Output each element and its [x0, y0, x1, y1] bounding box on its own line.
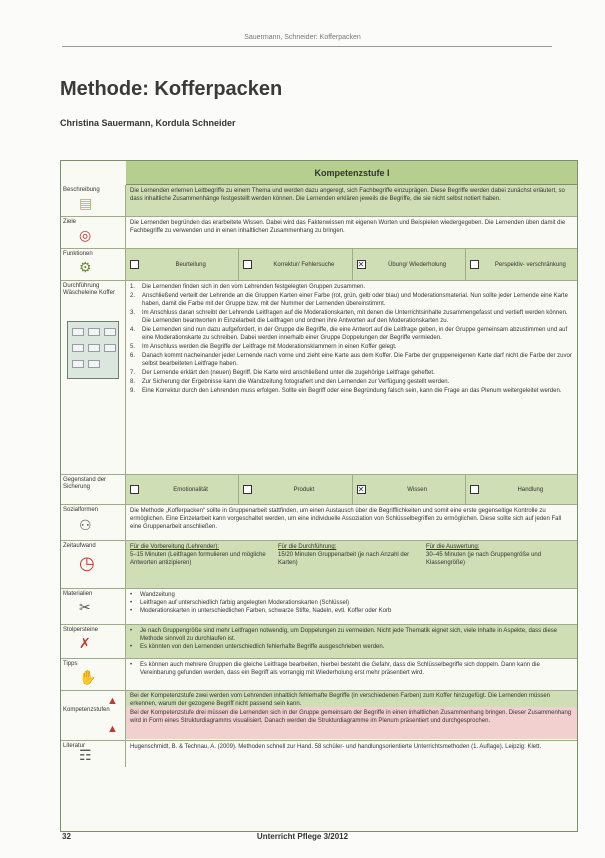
checkbox[interactable]	[470, 260, 479, 269]
row-label: Sozialformen	[63, 507, 99, 513]
target-icon: ◎	[79, 227, 92, 243]
list-item: • Wandzeitung	[130, 592, 175, 598]
subject-option[interactable]: Handlung	[465, 475, 578, 504]
row-tipps	[61, 659, 578, 691]
page-title: Methode: Kofferpacken	[60, 78, 283, 100]
level-up-icon: ▲	[107, 695, 118, 707]
list-item: 4. Die Lernenden sind nun dazu aufgefordert, in der Gruppe die Begriffe, die eine Antwort auf die Leitfrage geben, in der Gruppe gemeinsam abzustimmen und auf eine Moderationskarte zu schreiben. Dabei werden innerhalb einer Gruppe Doppelungen der Begriffe vermieden.	[130, 327, 568, 341]
list-item: 8. Zur Sicherung der Ergebnisse kann die Wandzeitung fotografiert und den Lernenden zur Verfügung gestellt werden.	[130, 379, 450, 385]
row-content	[126, 281, 578, 474]
row-kompetenzstufen	[61, 691, 578, 741]
row-beschreibung	[61, 185, 578, 217]
header-rule	[62, 46, 552, 47]
subject-option[interactable]: Emotionalität	[126, 475, 238, 504]
book-icon: ☶	[79, 747, 92, 763]
checkbox[interactable]: ✕	[357, 485, 365, 494]
document-icon: ▤	[79, 195, 93, 211]
subject-option[interactable]: ✕ Wissen	[352, 475, 465, 504]
list-item: • Leitfragen auf unterschiedlich farbig angelegten Moderationskarten (Schlüssel)	[130, 600, 350, 606]
function-option[interactable]: ✕ Übung/ Wiederholung	[352, 249, 465, 280]
row-ziele	[61, 217, 578, 249]
time-column: Für die Auswertung: 30–45 Minuten (je nach Gruppengröße und Klassengröße)	[426, 544, 542, 566]
row-label: Ziele	[63, 219, 77, 225]
time-column: Für die Durchführung: 15/20 Minuten Gruppenarbeit (je nach Anzahl der Karten)	[278, 544, 410, 566]
clock-icon: ◷	[79, 553, 95, 573]
time-column: Für die Vorbereitung (Lehrender): 5–15 Minuten (Leitfragen formulieren und mögliche Antworten antizipieren)	[130, 544, 266, 566]
row-durchfuehrung	[61, 281, 578, 475]
gears-icon: ⚙	[79, 259, 92, 275]
row-stolpersteine	[61, 625, 578, 659]
subject-option[interactable]: Produkt	[238, 475, 351, 504]
row-materialien	[61, 589, 578, 625]
list-item: 5. Im Anschluss werden die Begriffe der Leitfrage mit Moderationsklammern in einen Koffer gelegt.	[130, 344, 397, 350]
row-label: Tipps	[63, 661, 78, 667]
level-top-icon: ▲	[107, 723, 118, 735]
authors: Christina Sauermann, Kordula Schneider	[60, 118, 236, 128]
list-item: • Moderationskarten in unterschiedlichen Farben, schwarze Stifte, Nadeln, evtl. Koffer oder Korb	[130, 608, 392, 614]
row-label: Beschreibung	[63, 187, 100, 193]
competence-level-2: Bei der Kompetenzstufe zwei werden vom Lehrenden inhaltlich fehlerhafte Begriffe (in verschiedenen Farben) zum Koffer hinzugefügt. Die Lernenden müssen erkennen, warum der gezogene Begriff nicht passend sein kann.	[126, 691, 578, 707]
row-content: Die Methode „Kofferpacken“ sollte in Gruppenarbeit stattfinden, um einen Austausch über die Begrifflichkeiten und somit eine erste gegenseitige Kontrolle zu ermöglichen. Eine Einzelarbeit kann vorgeschaltet werden, um eine individuelle Assoziation von Schlüsselbegriffen zu ermöglichen. Diese sollte sich auf jeden Fall eine Gruppenarbeit anschließen.	[130, 508, 562, 530]
function-option[interactable]: Beurteilung	[126, 249, 238, 280]
row-content: Die Lernenden begründen das erarbeitete Wissen. Dabei wird das Faktenwissen mit eigenen Worten und Beispielen wiedergegeben. Die Lernenden üben damit die Fachbegriffe zu verwenden und in einen inhaltlichen Zusammenhang zu bringen.	[130, 220, 566, 234]
checkbox[interactable]: ✕	[357, 260, 365, 269]
list-item: • Je nach Gruppengröße sind mehr Leitfragen notwendig, um Doppelungen zu vermeiden. Nicht jede Thematik eignet sich, viele Inhalte in Aspekte, dass diese Methode sinnvoll zu durchlaufen ist.	[130, 628, 558, 642]
function-option[interactable]: Korrektur/ Fehlersuche	[238, 249, 351, 280]
checkbox[interactable]	[130, 260, 139, 269]
row-label: Kompetenzstufen	[63, 707, 110, 713]
list-item: 3. Im Anschluss daran schreibt der Lehrende Leitfragen auf die Moderationskarten, mit denen die Unterrichtsinhalte zusammengefasst und vertieft werden können. Die Lernenden beantworten in Einzelarbeit die Leitfragen und ordnen ihre Antworten auf den Moderationskarten zu.	[130, 310, 568, 324]
row-content: Hugenschmidt, B. & Technau, A. (2009). Methoden schnell zur Hand. 58 schüler- und handlungsorientierte Unterrichtsmethoden (1. Auflage), Leipzig: Klett.	[130, 744, 542, 750]
row-label: Zeitaufwand	[63, 543, 96, 549]
people-icon: ⚇	[79, 517, 92, 533]
checkbox[interactable]	[243, 260, 252, 269]
row-label: Stolpersteine	[63, 627, 99, 633]
row-label: Materialien	[63, 591, 93, 597]
list-item: • Es können auch mehrere Gruppen die gleiche Leitfrage bearbeiten, hierbei besteht die Gefahr, dass die Schlüsselbegriffe sich doppeln. Dann kann die Vereinbarung gefunden werden, dass ein Begriff als vorrangig mit Wiederholung erst mehr präsentiert wird.	[130, 662, 540, 676]
table-banner: Kompetenzstufe I	[126, 161, 578, 185]
row-label: Durchführung Wäscheleine Koffer	[63, 283, 115, 296]
page-footer	[0, 832, 605, 846]
scissors-icon: ✂	[79, 599, 91, 615]
list-item: 1. Die Lernenden finden sich in den vom Lehrenden festgelegten Gruppen zusammen.	[130, 284, 366, 290]
list-item: 7. Der Lernende erklärt den (neuen) Begriff. Die Karte wird anschließend unter die zugehörige Leitfrage geheftet.	[130, 370, 435, 376]
row-label: Gegenstand der Sicherung	[63, 477, 107, 490]
row-label: Literatur	[63, 743, 86, 749]
checkbox[interactable]	[130, 485, 139, 494]
row-funktionen	[61, 249, 578, 281]
checkbox[interactable]	[470, 485, 479, 494]
pinboard-illustration	[67, 321, 119, 379]
row-label: Funktionen	[63, 251, 93, 257]
list-item: 9. Eine Korrektur durch den Lehrenden muss erfolgen. Sollte ein Begriff oder eine Begründung falsch sein, kann die Frage an das Plenum weitergeleitet werden.	[130, 388, 562, 394]
list-item: 6. Danach kommt nacheinander jeder Lernende nach vorne und zieht eine Karte aus dem Koffer. Die Farbe der gruppeneigenen Karte darf nicht die Farbe der zuvor selbst bearbeiteten Leitfrage haben.	[130, 353, 572, 367]
page-number: 32	[62, 832, 71, 841]
running-head: Sauermann, Schneider: Kofferpacken	[244, 34, 361, 41]
row-content: Die Lernenden erlernen Leitbegriffe zu einem Thema und werden dazu angeregt, sich Fachbegriffe einzuprägen. Diese Begriffe werden dabei zunächst erläutert, so dass inhaltliche Zusammenhänge festgestellt werden können. Die Lernenden erklären jeweils die Begriffe, die sie nicht selbst notiert haben.	[126, 185, 578, 216]
checkbox[interactable]	[243, 485, 252, 494]
row-literatur	[61, 741, 578, 767]
list-item: • Es könnten von den Lernenden unterschiedlich fehlerhafte Begriffe ausgeschrieben werden.	[130, 644, 385, 650]
row-zeitaufwand	[61, 541, 578, 589]
row-sozialformen	[61, 505, 578, 541]
row-gegenstand	[61, 475, 578, 505]
function-option[interactable]: Perspektiv- verschränkung	[465, 249, 578, 280]
warning-icon: ✗	[79, 635, 91, 651]
journal-name: Unterricht Pflege 3/2012	[256, 832, 349, 841]
competence-level-3: Bei der Kompetenzstufe drei müssen die Lernenden sich in der Gruppe gemeinsam der Begriffe in einen inhaltlichen Zusammenhang bringen. Dieser Zusammenhang wird in Form eines Strukturdiagramms visualisiert. Danach werden die Strukturdiagramme im Plenum präsentiert und durchgesprochen.	[126, 707, 578, 739]
list-item: 2. Anschließend verteilt der Lehrende an die Gruppen Karten einer Farbe (rot, grün, gelb oder blau) und Moderationsmaterial. Nun sollte jeder Lernende eine Karte haben, damit die Farbe mit der Gruppe bzw. mit der Nummer der Lernenden übereinstimmt.	[130, 293, 568, 307]
thumbs-up-icon: ✋	[79, 669, 97, 685]
method-table	[60, 160, 578, 832]
